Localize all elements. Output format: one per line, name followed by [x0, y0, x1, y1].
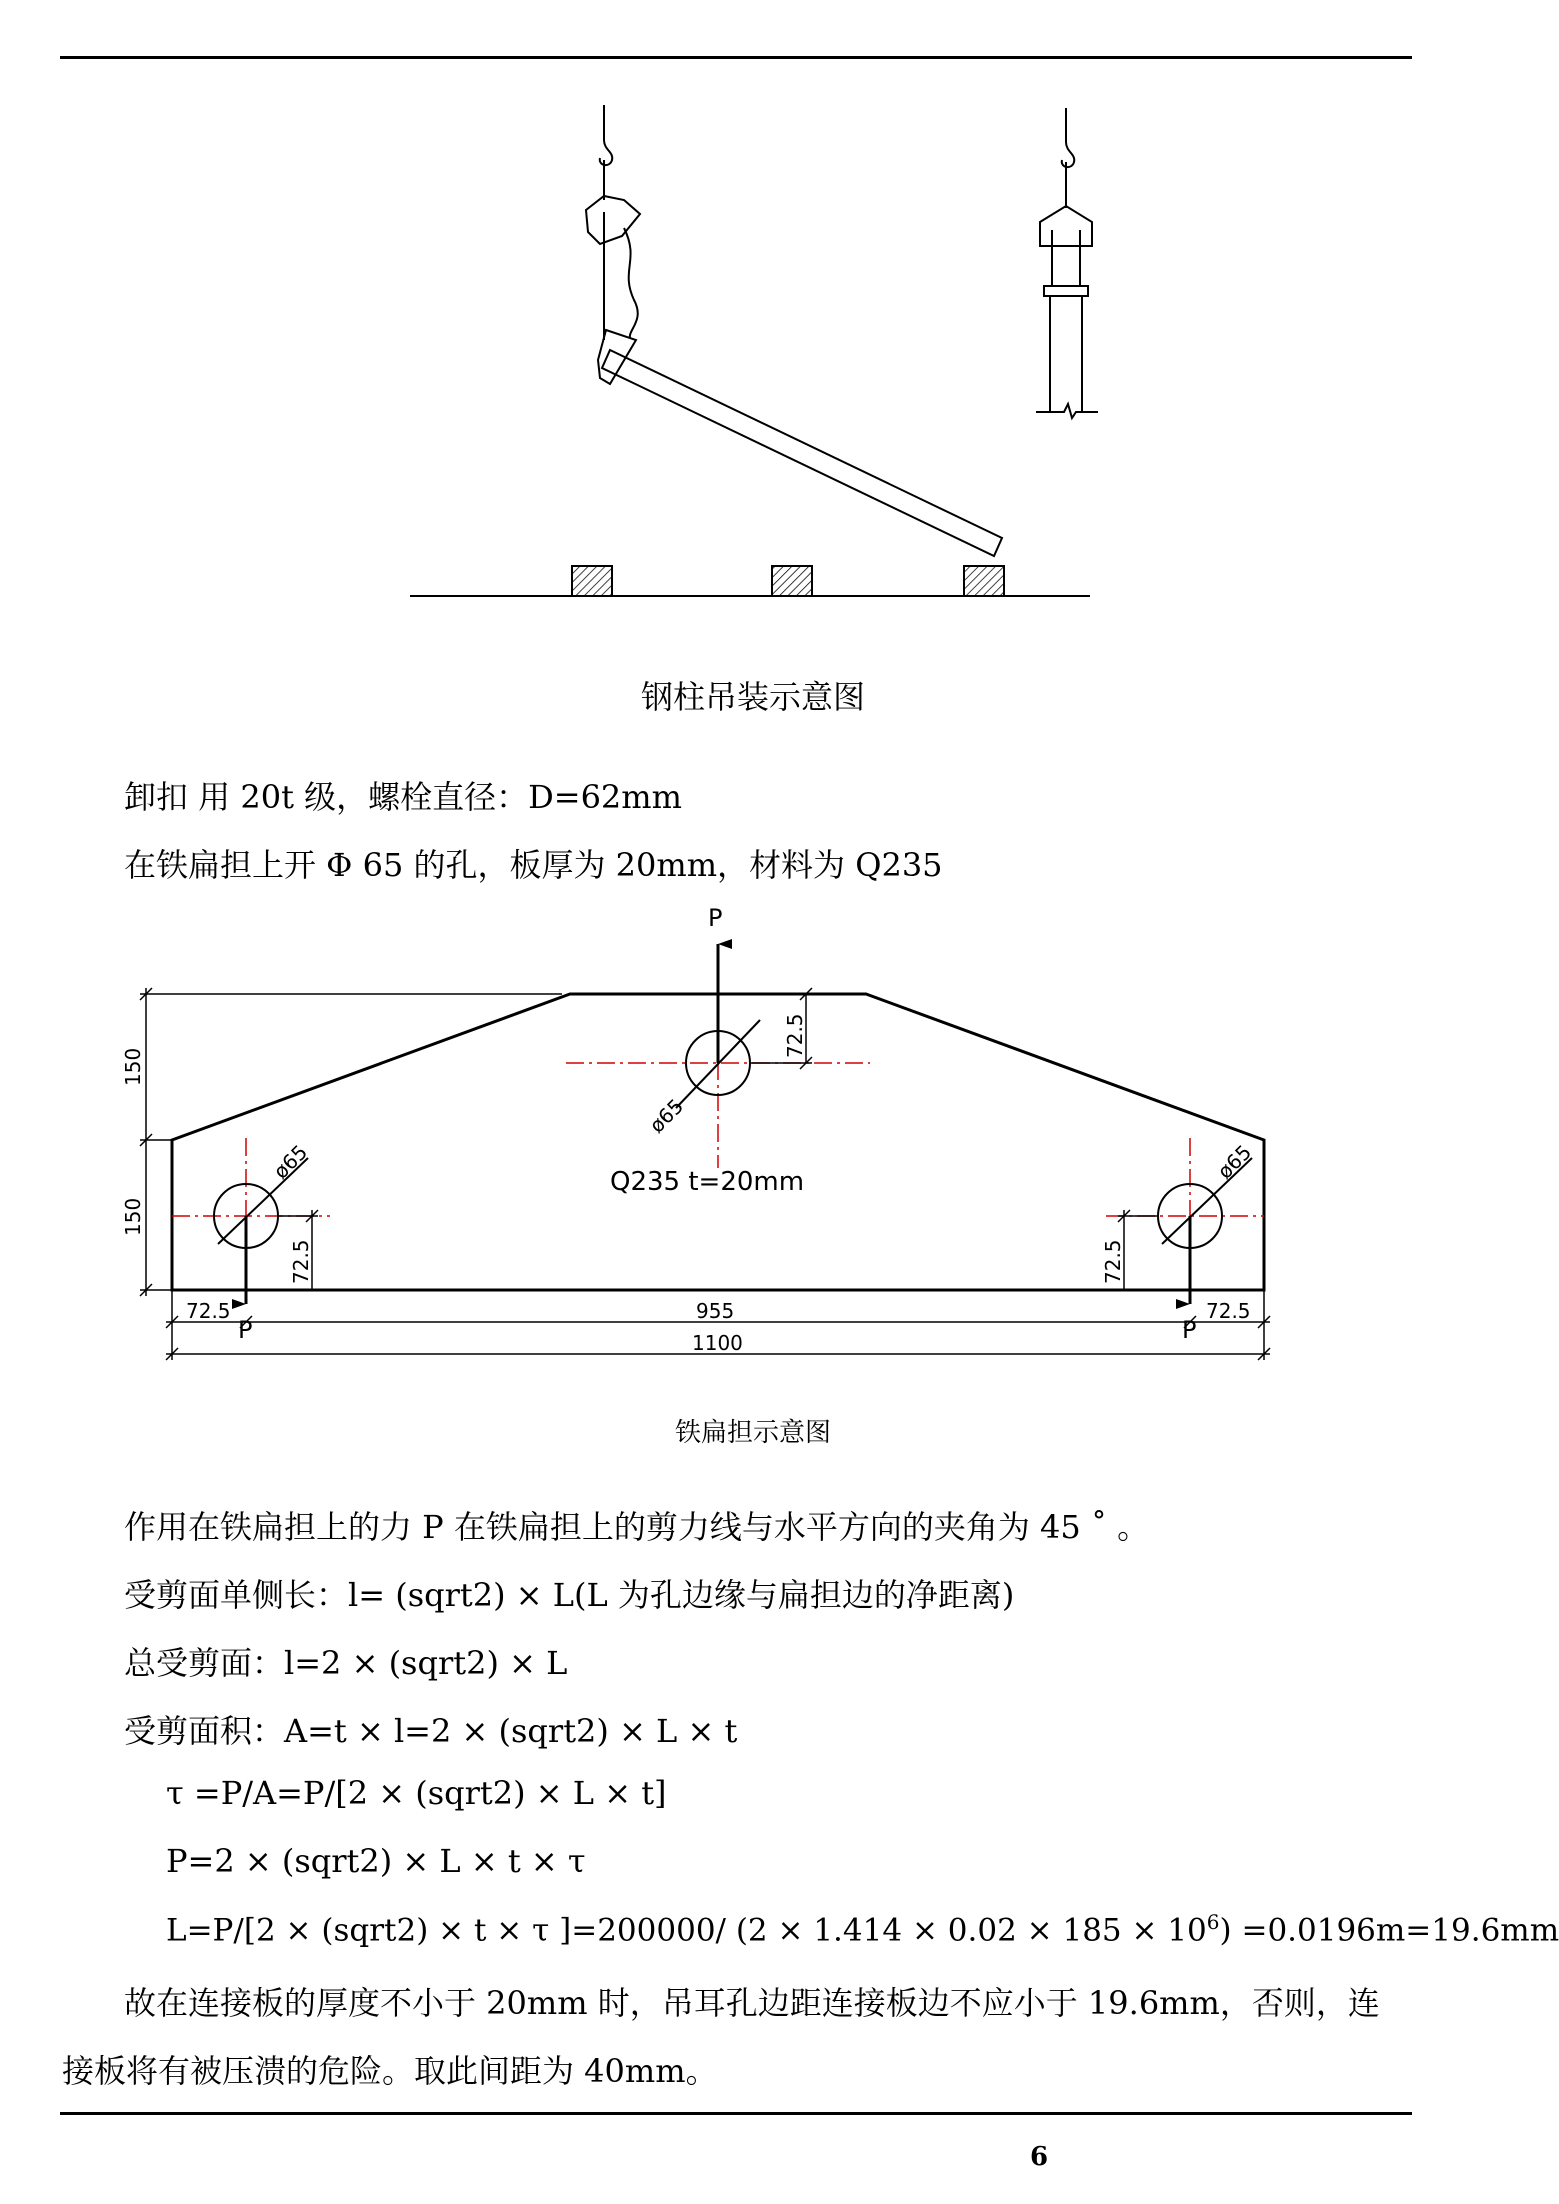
figure1-caption: 钢柱吊装示意图: [640, 678, 865, 716]
hole-label-left: ø65: [268, 1139, 313, 1184]
material-label: Q235 t=20mm: [610, 1167, 805, 1197]
formula-3: [166, 1910, 1559, 1948]
force-label-left: P: [238, 1316, 253, 1344]
conclusion-line-1: 故在连接板的厚度不小于 20mm 时，吊耳孔边距连接板边不应小于 19.6mm，否则，连: [124, 1984, 1380, 2022]
formula-3-exponent: 6: [1206, 1910, 1220, 1934]
page-number: 6: [1030, 2142, 1049, 2172]
header-rule: [60, 56, 1412, 59]
force-label-top: P: [708, 904, 723, 932]
dim-72-5-left: 72.5: [289, 1239, 313, 1284]
dim-1100: 1100: [692, 1331, 743, 1355]
lifting-beam-diagram: [0, 900, 1506, 1370]
diagram-labels: [121, 904, 1256, 1355]
intro-line-2: 在铁扁担上开 Φ 65 的孔，板厚为 20mm，材料为 Q235: [124, 846, 943, 884]
inclined-steel-column: [598, 330, 1002, 556]
lifting-diagram: [0, 90, 1506, 610]
dim-72-5-right: 72.5: [1101, 1239, 1125, 1284]
intro-line-1: 卸扣 用 20t 级，螺栓直径：D=62mm: [124, 778, 682, 816]
ground-supports: [410, 566, 1090, 596]
body-p4: 受剪面积：A=t × l=2 × (sqrt2) × L × t: [124, 1712, 738, 1750]
dim-150-lower: 150: [121, 1197, 145, 1236]
holes: [214, 1020, 1252, 1248]
body-p3: 总受剪面：l=2 × (sqrt2) × L: [124, 1644, 568, 1682]
dim-72-5-center: 72.5: [783, 1013, 807, 1058]
formula-3-main: L=P/[2 × (sqrt2) × t × τ ]=200000/ (2 × 1.414 × 0.02 × 185 × 10: [166, 1912, 1207, 1949]
hole-label-right: ø65: [1212, 1139, 1257, 1184]
formula-3-result: ) =0.0196m=19.6mm: [1219, 1912, 1559, 1949]
right-crane-hook: [1036, 108, 1098, 418]
body-p1: 作用在铁扁担上的力 P 在铁扁担上的剪力线与水平方向的夹角为 45 ˚ 。: [124, 1508, 1150, 1546]
dim-955: 955: [696, 1299, 735, 1323]
left-crane-hook: [586, 105, 640, 340]
dim-150-upper: 150: [121, 1047, 145, 1086]
force-label-right: P: [1182, 1316, 1197, 1344]
figure2-caption: 铁扁担示意图: [674, 1418, 831, 1448]
footer-rule: [60, 2112, 1412, 2115]
dim-72-5-bottom-right: 72.5: [1206, 1299, 1251, 1323]
hole-label-center: ø65: [644, 1093, 689, 1138]
formula-1: τ =P/A=P/[2 × (sqrt2) × L × t]: [166, 1774, 667, 1812]
formula-2: P=2 × (sqrt2) × L × t × τ: [166, 1842, 586, 1880]
conclusion-line-2: 接板将有被压溃的危险。取此间距为 40mm。: [62, 2052, 718, 2090]
dim-72-5-bottom-left: 72.5: [186, 1299, 231, 1323]
body-p2: 受剪面单侧长：l= (sqrt2) × L(L 为孔边缘与扁担边的净距离): [124, 1576, 1015, 1614]
